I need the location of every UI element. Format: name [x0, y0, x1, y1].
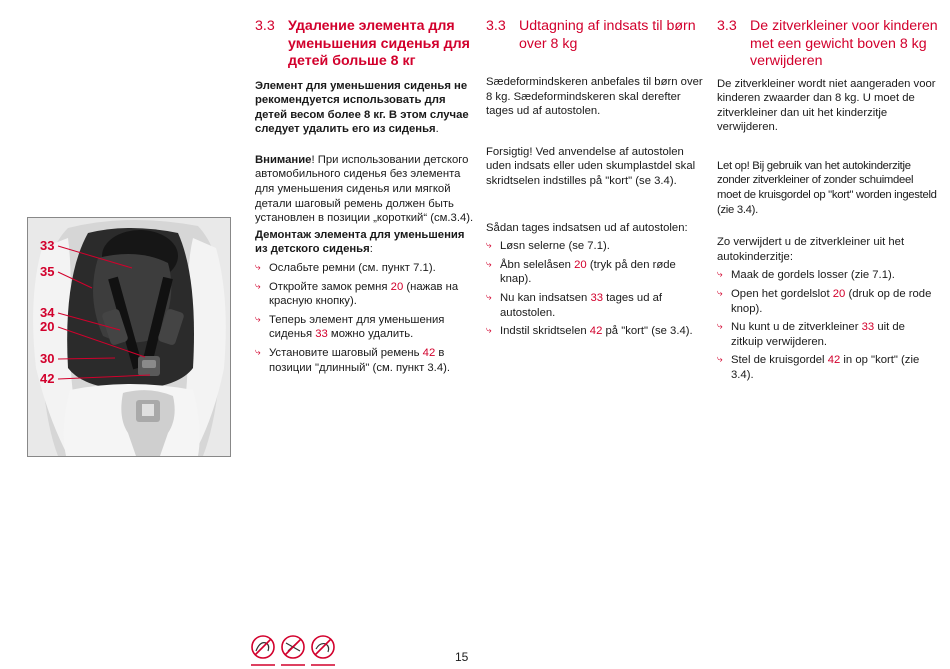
- step-arrow-icon: ⤷: [717, 321, 723, 333]
- step-nl-3: [717, 320, 939, 349]
- no-side-airbag-icon: [311, 636, 335, 665]
- step-text: uit de zitkuip verwijderen.: [731, 321, 905, 348]
- warning-pictograms: [250, 633, 340, 669]
- step-arrow-icon: ⤷: [255, 262, 261, 274]
- step-arrow-icon: ⤷: [255, 280, 261, 292]
- column-danish: [486, 18, 706, 339]
- callout-20: 20: [40, 319, 55, 334]
- step-arrow-icon: ⤷: [486, 258, 492, 270]
- page-number: 15: [455, 650, 469, 664]
- step-text: (нажав на красную кнопку).: [269, 280, 459, 308]
- step-da-3: [486, 291, 706, 320]
- car-seat-illustration: [28, 218, 230, 456]
- step-arrow-icon: ⤷: [486, 291, 492, 303]
- step-text: Indstil skridtselen: [500, 325, 590, 338]
- step-text: på "kort" (se 3.4).: [602, 325, 693, 338]
- no-lap-belt-icon: [281, 636, 305, 665]
- section-number-nl: 3.3: [717, 18, 737, 34]
- step-text: Ослабьте ремни (см. пункт 7.1).: [269, 262, 436, 275]
- removal-heading-ru: [255, 228, 475, 257]
- step-nl-1: [717, 268, 939, 283]
- callout-33: 33: [40, 238, 55, 253]
- step-da-1: [486, 239, 706, 254]
- step-ru-4: [255, 346, 475, 375]
- step-arrow-icon: ⤷: [486, 325, 492, 337]
- step-text: Nu kan indsatsen: [500, 291, 591, 304]
- removal-heading-da: Sådan tages indsatsen ud af autostolen:: [486, 221, 688, 234]
- step-text: tages ud af autostolen.: [500, 291, 663, 319]
- step-text: в позиции "длинный" (см. пункт 3.4).: [269, 347, 450, 374]
- step-text: Open het gordelslot: [731, 288, 833, 301]
- step-arrow-icon: ⤷: [486, 240, 492, 252]
- step-arrow-icon: ⤷: [717, 288, 723, 300]
- callout-30: 30: [40, 351, 55, 366]
- step-text: Løsn selerne (se 7.1).: [500, 240, 610, 253]
- part-number: 33: [590, 291, 604, 304]
- step-text: in op "kort" (zie 3.4).: [731, 354, 920, 381]
- intro-paragraph-da: Sædeformindskeren anbefales til børn over 8 kg. Sædeformindskeren skal derefter tages ud af autostolen.: [486, 76, 703, 118]
- intro-bold-ru: Элемент для уменьшения сиденья не рекомендуется использовать для детей весом более 8 кг. В этом случае следует удалить его из сиденья: [255, 79, 469, 136]
- section-title-ru: Удаление элемента для уменьшения сиденья для детей больше 8 кг: [288, 18, 470, 69]
- warning-label-ru: Внимание: [255, 153, 312, 166]
- section-title-da: Udtagning af indsats til børn over 8 kg: [519, 18, 696, 52]
- part-number: 42: [422, 347, 436, 359]
- step-nl-4: [717, 353, 939, 382]
- part-number: 42: [827, 354, 841, 367]
- step-ru-2: [255, 280, 475, 309]
- part-number: 20: [832, 288, 846, 301]
- intro-paragraph-ru: [255, 79, 475, 137]
- no-airbag-icon: [251, 636, 275, 665]
- part-number: 33: [861, 321, 875, 334]
- step-da-4: [486, 324, 706, 339]
- part-number: 42: [589, 325, 603, 338]
- step-nl-2: [717, 287, 939, 316]
- section-heading-nl: [717, 18, 939, 71]
- section-number-da: 3.3: [486, 18, 506, 34]
- section-heading-da: [486, 18, 706, 53]
- step-da-2: [486, 258, 706, 287]
- step-text: Nu kunt u de zitverkleiner: [731, 321, 862, 334]
- section-number-ru: 3.3: [255, 18, 275, 34]
- step-arrow-icon: ⤷: [717, 269, 723, 281]
- part-number: 33: [315, 328, 328, 341]
- warning-paragraph-nl: Let op! Bij gebruik van het autokinderzitje zonder zitverkleiner of zonder schuimdeel moet de kruisgordel op "kort" worden ingesteld (zie 3.4).: [717, 159, 937, 216]
- step-text: Откройте замок ремня: [269, 280, 391, 293]
- warning-text-ru: ! При использовании детского автомобильного сиденья без элемента для уменьшения сиденья или мягкой детали шаговый ремень должен быть установлен в позиции „короткий“ (см.3.4).: [255, 153, 474, 225]
- step-text: (tryk på den røde knap).: [500, 258, 676, 286]
- step-text: можно удалить.: [327, 328, 414, 341]
- removal-heading-nl: Zo verwijdert u de zitverkleiner uit het autokinderzitje:: [717, 236, 905, 263]
- part-number: 20: [574, 258, 587, 271]
- step-text: Stel de kruisgordel: [731, 354, 828, 367]
- car-seat-photo: [27, 217, 231, 457]
- step-text: Установите шаговый ремень: [269, 347, 423, 359]
- column-russian: [255, 18, 475, 375]
- warning-paragraph-ru: [255, 153, 475, 226]
- callout-42: 42: [40, 371, 55, 386]
- step-text: Теперь элемент для уменьшения сиденья: [269, 313, 445, 341]
- step-text: Åbn selelåsen: [500, 258, 575, 271]
- section-title-nl: De zitverkleiner voor kinderen met een gewicht boven 8 kg verwijderen: [750, 18, 938, 69]
- intro-end-ru: .: [435, 123, 439, 136]
- step-arrow-icon: ⤷: [255, 347, 261, 358]
- step-arrow-icon: ⤷: [717, 354, 723, 366]
- warning-paragraph-da: Forsigtig! Ved anvendelse af autostolen uden indsats eller uden skumplastdel skal skridtselen indstilles på "kort" (se 3.4).: [486, 145, 696, 187]
- part-number: 20: [390, 280, 404, 293]
- step-text: Maak de gordels losser (zie 7.1).: [731, 269, 895, 282]
- step-ru-1: [255, 261, 475, 276]
- removal-end-ru: :: [369, 243, 373, 256]
- callout-35: 35: [40, 264, 55, 279]
- callout-34: 34: [40, 305, 55, 320]
- intro-paragraph-nl: De zitverkleiner wordt niet aangeraden voor kinderen zwaarder dan 8 kg. U moet de zitverkleiner dan uit het kinderzitje verwijderen.: [717, 77, 936, 134]
- step-text: (druk op de rode knop).: [731, 288, 932, 315]
- step-ru-3: [255, 313, 475, 342]
- step-arrow-icon: ⤷: [255, 313, 261, 325]
- section-heading-ru: [255, 18, 475, 71]
- column-dutch: [717, 18, 939, 383]
- removal-bold-ru: Демонтаж элемента для уменьшения из детского сиденья: [255, 228, 465, 256]
